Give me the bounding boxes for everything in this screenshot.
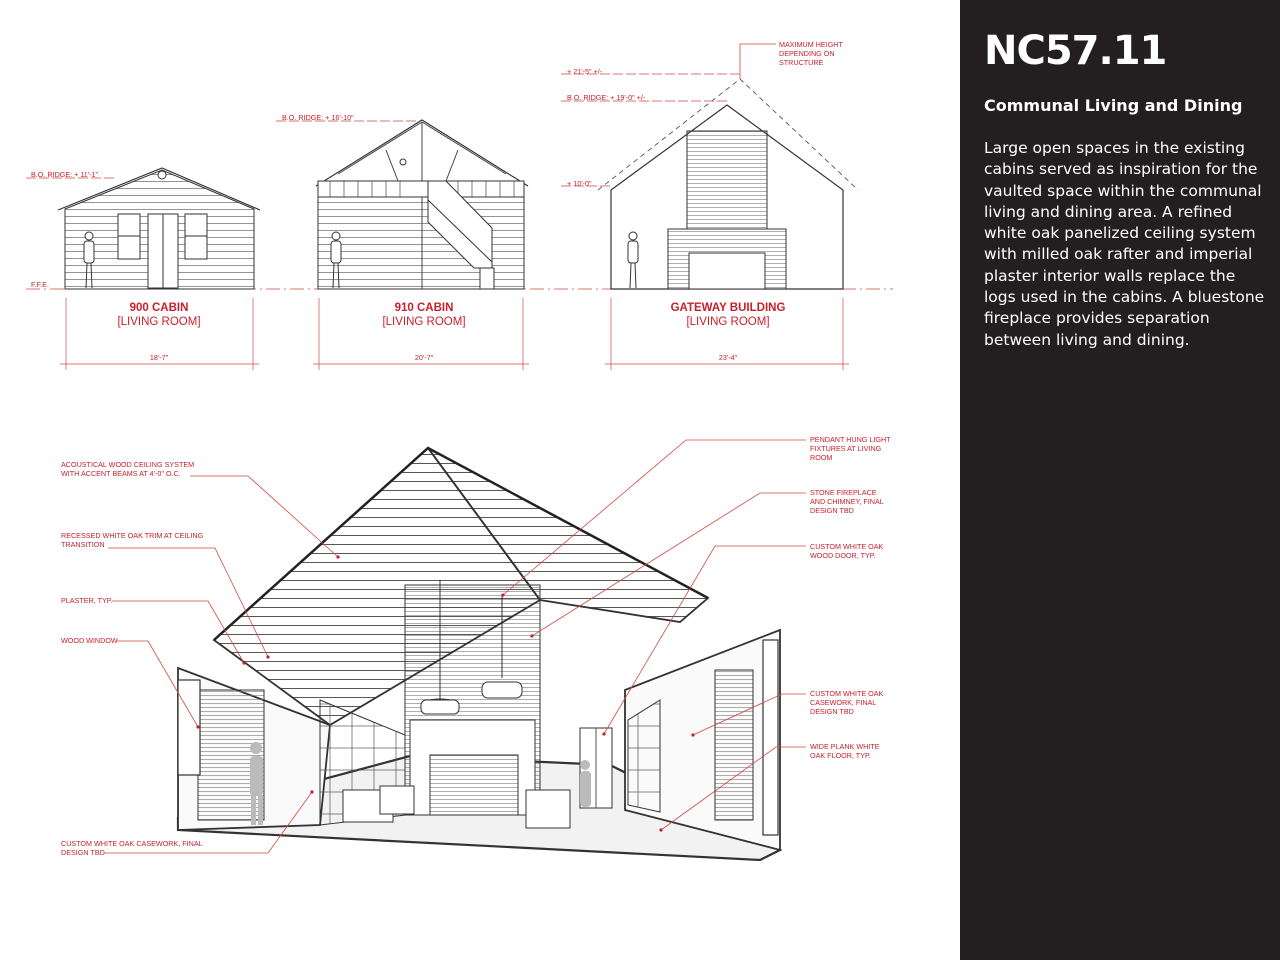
max-height-note-3: STRUCTURE: [779, 58, 824, 67]
callout-pendant-line-2: FIXTURES AT LIVING: [810, 444, 882, 453]
elevation-3-ridge: B.O. RIDGE: + 19'-0" +/-: [567, 93, 646, 102]
elevation-3-room: [LIVING ROOM]: [686, 316, 770, 328]
callout-pendant-line-1: PENDANT HUNG LIGHT: [810, 435, 891, 444]
callout-fireplace-line-3: DESIGN TBD: [810, 506, 854, 515]
elevation-1-name: 900 CABIN: [129, 302, 189, 314]
max-height-note-1: MAXIMUM HEIGHT: [779, 40, 843, 49]
info-panel: [960, 0, 1280, 960]
elevation-2-name: 910 CABIN: [394, 302, 454, 314]
elevation-1-width: 18'-7": [149, 353, 169, 362]
elevation-900-cabin: [26, 168, 260, 370]
callout-pendant-line-3: ROOM: [810, 453, 833, 462]
callout-trim-line-1: RECESSED WHITE OAK TRIM AT CEILING: [61, 531, 204, 540]
elevation-3-top: + 21'-5" +/-: [567, 67, 603, 76]
elevation-910-cabin: [276, 113, 529, 370]
callout-casework-r-line-3: DESIGN TBD: [810, 707, 854, 716]
callout-window: WOOD WINDOW: [61, 636, 118, 645]
callout-floor-line-2: OAK FLOOR, TYP.: [810, 751, 871, 760]
sheet-number: NC57.11: [984, 28, 1167, 74]
elevation-2-ridge: B.O. RIDGE: + 16'-10": [282, 113, 354, 122]
callout-door-line-2: WOOD DOOR, TYP.: [810, 551, 876, 560]
elevation-3-width: 23'-4": [718, 353, 738, 362]
callout-casework-line-1: CUSTOM WHITE OAK CASEWORK, FINAL: [61, 839, 203, 848]
callout-casework-line-2: DESIGN TBD: [61, 848, 105, 857]
callout-ceiling-line-2: WITH ACCENT BEAMS AT 4'-0" O.C.: [61, 469, 181, 478]
perspective-section: [178, 448, 780, 860]
callout-trim-line-2: TRANSITION: [61, 540, 105, 549]
max-height-note-2: DEPENDING ON: [779, 49, 835, 58]
elevation-1-room: [LIVING ROOM]: [117, 316, 201, 328]
elevation-1-floor: F.F.E.: [31, 280, 49, 289]
callout-fireplace-line-1: STONE FIREPLACE: [810, 488, 877, 497]
elevation-1-ridge: B.O. RIDGE: + 11'-1": [31, 170, 99, 179]
callout-casework-r-line-2: CASEWORK, FINAL: [810, 698, 877, 707]
elevation-2-room: [LIVING ROOM]: [382, 316, 466, 328]
elevation-3-mid: + 10'-0": [567, 179, 592, 188]
elevation-gateway-building: [561, 40, 858, 370]
callout-casework-r-line-1: CUSTOM WHITE OAK: [810, 689, 884, 698]
callout-ceiling-line-1: ACOUSTICAL WOOD CEILING SYSTEM: [61, 460, 195, 469]
callouts-right: [810, 435, 891, 760]
callout-fireplace-line-2: AND CHIMNEY, FINAL: [810, 497, 884, 506]
callout-floor-line-1: WIDE PLANK WHITE: [810, 742, 880, 751]
callout-door-line-1: CUSTOM WHITE OAK: [810, 542, 884, 551]
sheet-subtitle: Communal Living and Dining: [984, 96, 1243, 115]
elevation-3-name: GATEWAY BUILDING: [670, 302, 786, 314]
sheet-description: Large open spaces in the existing cabins served as inspiration for the vaulted space within the communal living and dining area. A refined white oak panelized ceiling system with milled oak rafter and imperial plaster interior walls replace the logs used in the cabins. A bluestone fireplace provides separation between living and dining.: [984, 139, 1265, 349]
callout-plaster: PLASTER, TYP.: [61, 596, 113, 605]
elevation-2-width: 20'-7": [414, 353, 434, 362]
